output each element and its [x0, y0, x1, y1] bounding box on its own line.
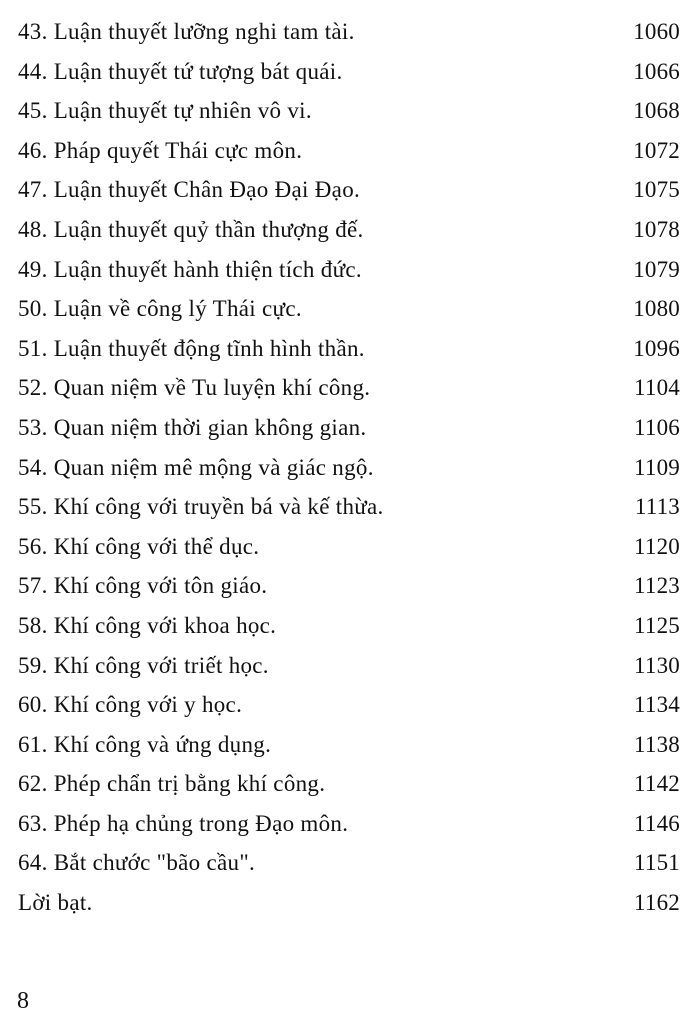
toc-entry: [18, 487, 680, 527]
toc-entry: [18, 764, 680, 804]
toc-entry-title: 51. Luận thuyết động tĩnh hình thần.: [18, 335, 365, 361]
toc-entry-title: 45. Luận thuyết tự nhiên vô vi.: [18, 98, 312, 124]
toc-entry-title: 50. Luận về công lý Thái cực.: [18, 296, 302, 322]
toc-entry-title: Lời bạt.: [18, 890, 93, 916]
table-of-contents: [18, 12, 680, 923]
toc-entry-page: 1060: [633, 19, 680, 44]
toc-entry: [18, 329, 680, 369]
toc-entry: [18, 170, 680, 210]
toc-entry-page: 1079: [633, 256, 680, 282]
toc-entry-page: 1072: [633, 137, 680, 163]
toc-entry-page: 1096: [633, 335, 680, 361]
toc-entry-page: 1120: [634, 533, 680, 559]
toc-entry: [18, 685, 680, 725]
toc-entry: [18, 843, 680, 883]
toc-entry-title: 62. Phép chẩn trị bằng khí công.: [18, 771, 326, 797]
toc-entry-title: 53. Quan niệm thời gian không gian.: [18, 414, 367, 440]
toc-entry-page: 1075: [633, 177, 680, 203]
toc-entry-title: 64. Bắt chước "bão cầu".: [18, 850, 256, 876]
toc-entry-title: 54. Quan niệm mê mộng và giác ngộ.: [18, 454, 374, 480]
toc-entry: [18, 408, 680, 448]
toc-entry-page: 1151: [634, 850, 680, 876]
toc-entry-title: 55. Khí công với truyền bá và kế thừa.: [18, 494, 384, 520]
toc-entry: [18, 527, 680, 567]
toc-entry-page: 1106: [634, 414, 680, 440]
toc-entry: [18, 250, 680, 290]
toc-entry-title: 48. Luận thuyết quỷ thần thượng đế.: [18, 216, 364, 242]
toc-entry-page: 1080: [633, 296, 680, 322]
toc-entry-page: 1068: [633, 98, 680, 124]
toc-entry: [18, 804, 680, 844]
toc-entry-page: 1104: [634, 375, 680, 401]
toc-entry: [18, 210, 680, 250]
toc-entry: [18, 883, 680, 923]
toc-entry-page: 1162: [634, 890, 680, 916]
toc-entry-page: 1078: [633, 216, 680, 242]
toc-entry: [18, 646, 680, 686]
toc-entry-title: 61. Khí công và ứng dụng.: [18, 731, 272, 757]
toc-entry: [18, 606, 680, 646]
toc-entry-title: 44. Luận thuyết tứ tượng bát quái.: [18, 58, 343, 84]
page-number: 8: [17, 988, 29, 1014]
toc-entry-page: 1130: [634, 652, 680, 678]
toc-entry-title: 60. Khí công với y học.: [18, 692, 243, 718]
toc-entry-title: 46. Pháp quyết Thái cực môn.: [18, 137, 303, 163]
toc-entry: [18, 131, 680, 171]
toc-entry: [18, 368, 680, 408]
toc-entry-title: 63. Phép hạ chủng trong Đạo môn.: [18, 810, 349, 836]
toc-entry: [18, 12, 680, 52]
toc-entry-page: 1113: [634, 494, 680, 520]
toc-entry-title: 43. Luận thuyết lưỡng nghi tam tài.: [18, 19, 355, 44]
toc-entry-page: 1146: [634, 810, 680, 836]
toc-entry-title: 52. Quan niệm về Tu luyện khí công.: [18, 375, 371, 401]
toc-entry: [18, 725, 680, 765]
toc-entry-page: 1134: [634, 692, 680, 718]
toc-entry-page: 1142: [634, 771, 680, 797]
toc-entry: [18, 91, 680, 131]
toc-entry-page: 1138: [634, 731, 680, 757]
toc-entry-title: 57. Khí công với tôn giáo.: [18, 573, 268, 599]
toc-entry-title: 49. Luận thuyết hành thiện tích đức.: [18, 256, 362, 282]
toc-entry-title: 47. Luận thuyết Chân Đạo Đại Đạo.: [18, 177, 361, 203]
toc-entry-title: 59. Khí công với triết học.: [18, 652, 269, 678]
toc-entry-page: 1123: [634, 573, 680, 599]
toc-entry-title: 56. Khí công với thể dục.: [18, 533, 260, 559]
toc-entry-title: 58. Khí công với khoa học.: [18, 612, 277, 638]
toc-entry: [18, 566, 680, 606]
toc-entry: [18, 52, 680, 92]
toc-entry-page: 1125: [634, 612, 680, 638]
toc-entry: [18, 289, 680, 329]
toc-entry-page: 1109: [634, 454, 680, 480]
toc-entry: [18, 448, 680, 488]
toc-entry-page: 1066: [633, 58, 680, 84]
